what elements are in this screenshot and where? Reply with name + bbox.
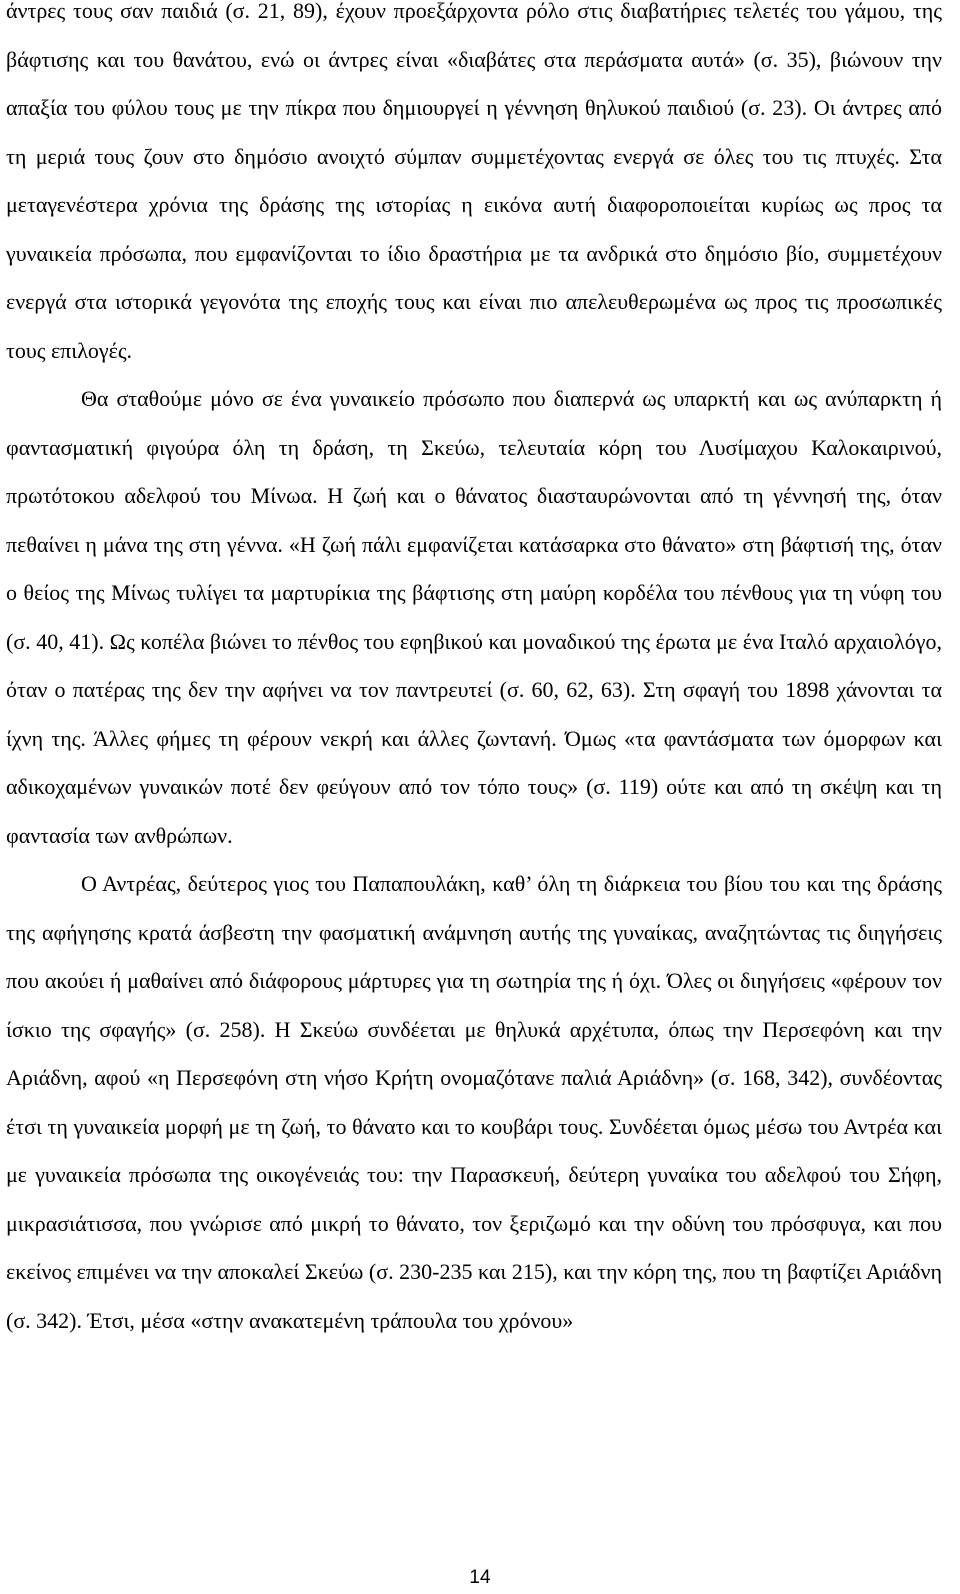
page-number: 14 bbox=[469, 1567, 491, 1588]
paragraph-skevo: Θα σταθούμε μόνο σε ένα γυναικείο πρόσωπο που διαπερνά ως υπαρκτή και ως ανύπαρκτη ή φαντασματική φιγούρα όλη τη δράση, τη Σκεύω, τελευταία κόρη του Λυσίμαχου Καλοκαιρινού, πρωτότοκου αδελφού του Μίνωα. Η ζωή και ο θάνατος διασταυρώνονται από τη γέννησή της, όταν πεθαίνει η μάνα της στη γέννα. «Η ζωή πάλι εμφανίζεται κατάσαρκα στο θάνατο» στη βάφτισή της, όταν ο θείος της Μίνως τυλίγει τα μαρτυρίκια της βάφτισης στη μαύρη κορδέλα του πένθους για τη νύφη του (σ. 40, 41). Ως κοπέλα βιώνει το πένθος του εφηβικού και μοναδικού της έρωτα με ένα Ιταλό αρχαιολόγο, όταν ο πατέρας της δεν την αφήνει να τον παντρευτεί (σ. 60, 62, 63). Στη σφαγή του 1898 χάνονται τα ίχνη της. Άλλες φήμες τη φέρουν νεκρή και άλλες ζωντανή. Όμως «τα φαντάσματα των όμορφων και αδικοχαμένων γυναικών ποτέ δεν φεύγουν από τον τόπο τους» (σ. 119) ούτε και από τη σκέψη και τη φαντασία των ανθρώπων. bbox=[6, 386, 942, 848]
paragraph-continuation: άντρες τους σαν παιδιά (σ. 21, 89), έχουν προεξάρχοντα ρόλο στις διαβατήριες τελετές του γάμου, της βάφτισης και του θανάτου, ενώ οι άντρες είναι «διαβάτες στα περάσματα αυτά» (σ. 35), βιώνουν την απαξία του φύλου τους με την πίκρα που δημιουργεί η γέννηση θηλυκού παιδιού (σ. 23). Οι άντρες από τη μεριά τους ζουν στο δημόσιο ανοιχτό σύμπαν συμμετέχοντας ενεργά σε όλες του τις πτυχές. Στα μεταγενέστερα χρόνια της δράσης της ιστορίας η εικόνα αυτή διαφοροποιείται κυρίως ως προς τα γυναικεία πρόσωπα, που εμφανίζονται το ίδιο δραστήρια με τα ανδρικά στο δημόσιο βίο, συμμετέχουν ενεργά στα ιστορικά γεγονότα της εποχής τους και είναι πιο απελευθερωμένα ως προς τις προσωπικές τους επιλογές. bbox=[6, 0, 942, 363]
body-text bbox=[6, 0, 942, 1345]
paragraph-andreas: Ο Αντρέας, δεύτερος γιος του Παπαπουλάκη, καθ’ όλη τη διάρκεια του βίου του και της δράσης της αφήγησης κρατά άσβεστη την φασματική ανάμνηση αυτής της γυναίκας, αναζητώντας τις διηγήσεις που ακούει ή μαθαίνει από διάφορους μάρτυρες για τη σωτηρία της ή όχι. Όλες οι διηγήσεις «φέρουν τον ίσκιο της σφαγής» (σ. 258). Η Σκεύω συνδέεται με θηλυκά αρχέτυπα, όπως την Περσεφόνη και την Αριάδνη, αφού «η Περσεφόνη στη νήσο Κρήτη ονομαζότανε παλιά Αριάδνη» (σ. 168, 342), συνδέοντας έτσι τη γυναικεία μορφή με τη ζωή, το θάνατο και το κουβάρι τους. Συνδέεται όμως μέσω του Αντρέα και με γυναικεία πρόσωπα της οικογένειάς του: την Παρασκευή, δεύτερη γυναίκα του αδελφού του Σήφη, μικρασιάτισσα, που γνώρισε από μικρή το θάνατο, τον ξεριζωμό και την οδύνη του πρόσφυγα, και που εκείνος επιμένει να την αποκαλεί Σκεύω (σ. 230-235 και 215), και την κόρη της, που τη βαφτίζει Αριάδνη (σ. 342). Έτσι, μέσα «στην ανακατεμένη τράπουλα του χρόνου» bbox=[6, 871, 942, 1333]
